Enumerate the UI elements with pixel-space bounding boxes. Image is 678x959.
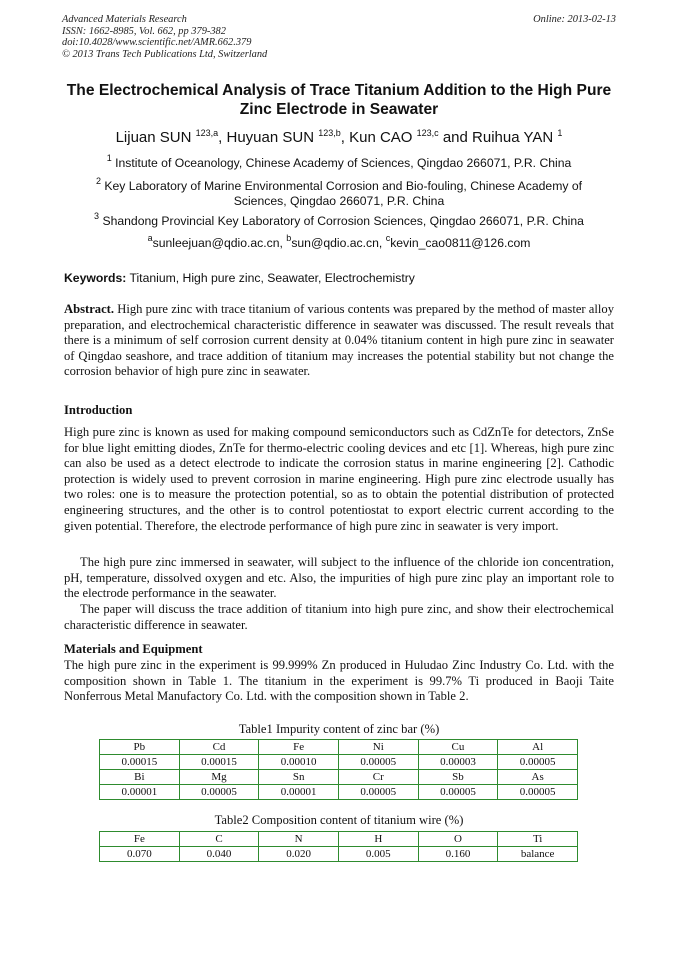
abstract [64, 302, 614, 380]
section-heading-introduction: Introduction [64, 403, 133, 417]
table-cell: Ti [498, 832, 578, 847]
table-cell: Fe [259, 740, 339, 755]
table-cell: 0.005 [338, 847, 418, 862]
table-cell: 0.00005 [418, 785, 498, 800]
doi: doi:10.4028/www.scientific.net/AMR.662.379 [62, 37, 252, 49]
table-cell: 0.00005 [179, 785, 259, 800]
table-cell: 0.00005 [338, 785, 418, 800]
table-row [100, 755, 578, 770]
table-cell: O [418, 832, 498, 847]
affiliation-2: $^2$ Key Laboratory of Marine Environmental Corrosion and Bio-fouling, Chinese Academy of Sciences, Qingdao 266071, P.R. China [95, 176, 582, 208]
table-cell: Cu [418, 740, 498, 755]
author-emails: $^a$sunleejuan@qdio.ac.cn, $^b$sun@qdio.ac.cn, $^c$kevin_cao0811@126.com [147, 233, 531, 250]
materials-paragraph: The high pure zinc in the experiment is 99.999% Zn produced in Huludao Zinc Industry Co. Ltd. with the composition shown in Table 1. The titanium in the experiment is 99.7% Ti produced in Baoji Taite Nonferrous Metal Manufactory Co. Ltd. with the composition shown in Table 2. [64, 658, 614, 704]
email-link[interactable]: sun@qdio.ac.cn [291, 236, 379, 250]
author-list [64, 129, 614, 147]
keywords-label: Keywords: [64, 271, 127, 285]
table-cell: Bi [100, 770, 180, 785]
table-cell: 0.160 [418, 847, 498, 862]
copyright: © 2013 Trans Tech Publications Ltd, Switzerland [62, 48, 268, 60]
table-cell: 0.070 [100, 847, 180, 862]
table-cell: Pb [100, 740, 180, 755]
author: Huyuan SUN $^{123,b}$, [226, 128, 350, 146]
author: Kun CAO $^{123,c}$ and [349, 128, 473, 146]
table-cell: 0.00015 [100, 755, 180, 770]
table-row [100, 785, 578, 800]
table1-caption: Table1 Impurity content of zinc bar (%) [238, 722, 440, 736]
table-row [100, 832, 578, 847]
affiliation-3: $^3$ Shandong Provincial Key Laboratory of Corrosion Sciences, Qingdao 266071, P.R. China [94, 211, 584, 228]
table-cell: C [179, 832, 259, 847]
table-cell: 0.00005 [498, 785, 578, 800]
intro-paragraph-1: High pure zinc is known as used for making compound semiconductors such as CdZnTe for detectors, ZnSe for blue light emitting diodes, ZnTe for thermo-electric cooling devices and etc [1]. Whereas, high pure zinc can also be used as a detect electrode to indicate the corrosion status in marine engineering [2]. Cathodic protection is widely used to prevent corrosion in marine engineering. High pure zinc electrode usually has two roles: one is to measure the protection potential, so as to obtain the potential distribution of protected engineering structures, and the other is to control potentiostat to export electric current according to the given potential. Therefore, the electrode performance of high pure zinc in seawater is very import. [64, 425, 614, 533]
table-row [100, 847, 578, 862]
table-cell: 0.00010 [259, 755, 339, 770]
table-cell: 0.00005 [338, 755, 418, 770]
table-cell: N [259, 832, 339, 847]
table-cell: Sb [418, 770, 498, 785]
table-cell: Cd [179, 740, 259, 755]
email-link[interactable]: kevin_cao0811@126.com [390, 236, 531, 250]
table-cell: Mg [179, 770, 259, 785]
keywords [64, 271, 614, 286]
journal-name: Advanced Materials Research [62, 14, 187, 25]
table2-titanium-composition [99, 831, 578, 862]
table-cell: H [338, 832, 418, 847]
journal-header [62, 14, 616, 60]
table2-caption: Table2 Composition content of titanium wire (%) [214, 813, 464, 827]
table-row [100, 770, 578, 785]
intro-paragraph-2: The high pure zinc immersed in seawater, will subject to the influence of the chloride ion concentration, pH, temperature, dissolved oxygen and etc. Also, the impurities of high pure zinc play an important role to the electrode performance in the seawater. [64, 555, 614, 601]
table-cell: balance [498, 847, 578, 862]
affiliation-1: $^1$ Institute of Oceanology, Chinese Academy of Sciences, Qingdao 266071, P.R. China [106, 153, 572, 170]
online-date: Online: 2013-02-13 [533, 14, 616, 25]
email-link[interactable]: sunleejuan@qdio.ac.cn [152, 236, 280, 250]
table-row [100, 740, 578, 755]
table-cell: 0.040 [179, 847, 259, 862]
issn: ISSN: 1662-8985, Vol. 662, pp 379-382 [62, 25, 226, 37]
intro-paragraph-3: The paper will discuss the trace addition of titanium into high pure zinc, and show their electrochemical characteristic difference in seawater. [64, 602, 614, 632]
section-heading-materials: Materials and Equipment [64, 642, 203, 656]
table-cell: 0.00001 [259, 785, 339, 800]
author: Ruihua YAN $^1$ [472, 128, 563, 146]
table-cell: 0.00015 [179, 755, 259, 770]
keywords-text: Titanium, High pure zinc, Seawater, Electrochemistry [129, 271, 415, 285]
table-cell: Sn [259, 770, 339, 785]
table-cell: Al [498, 740, 578, 755]
author: Lijuan SUN $^{123,a}$, [115, 128, 227, 146]
abstract-text: High pure zinc with trace titanium of various contents was prepared by the method of master alloy preparation, and electrochemical characteristic difference in seawater was discussed. The result reveals that there is a minimum of self corrosion current density at 0.04% titanium content in high pure zinc in seawater of Qingdao seashore, and trace addition of titanium may increases the potential stability but not change the corrosion behavior of high pure zinc in seawater. [64, 302, 614, 379]
table-cell: Fe [100, 832, 180, 847]
table-cell: 0.020 [259, 847, 339, 862]
table-cell: 0.00001 [100, 785, 180, 800]
table-cell: As [498, 770, 578, 785]
table-cell: 0.00005 [498, 755, 578, 770]
table1-impurity-content [99, 739, 578, 800]
table-cell: Ni [338, 740, 418, 755]
abstract-label: Abstract. [64, 302, 115, 316]
paper-title: The Electrochemical Analysis of Trace Titanium Addition to the High Pure Zinc Electrode in Seawater [66, 82, 612, 118]
table-cell: Cr [338, 770, 418, 785]
table-cell: 0.00003 [418, 755, 498, 770]
